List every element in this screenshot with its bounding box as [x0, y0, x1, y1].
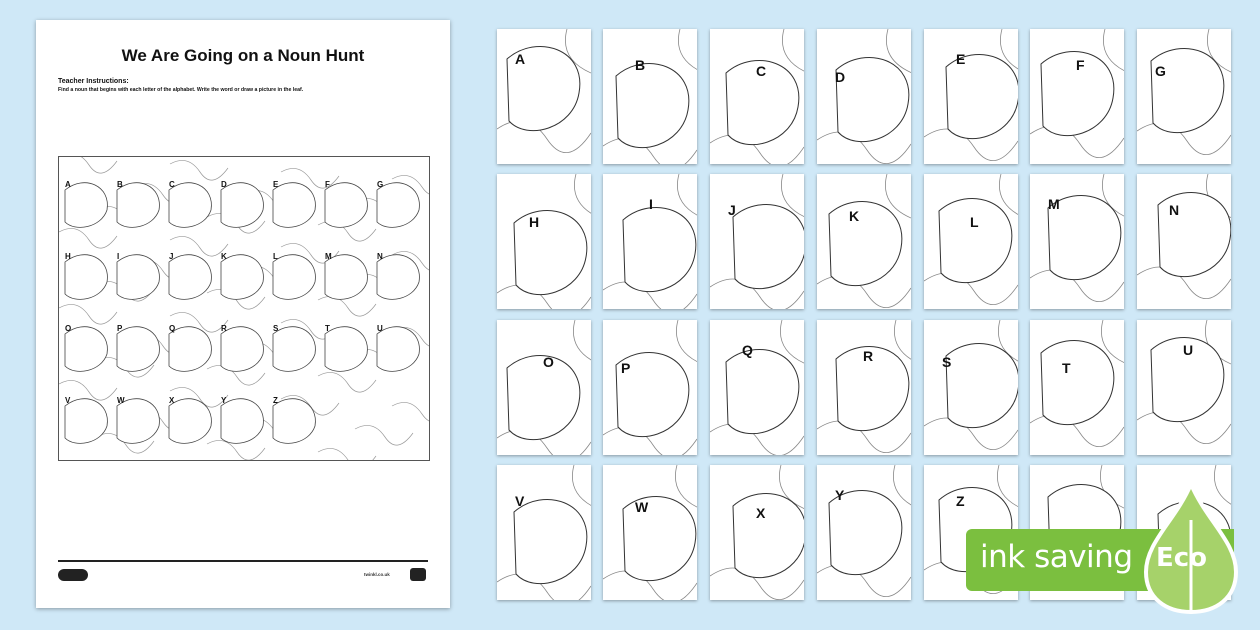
- leaf-artwork: [710, 320, 804, 455]
- leaf-card: [497, 465, 591, 600]
- leaf-card: [603, 29, 697, 164]
- mini-leaf-letter: M: [325, 252, 332, 261]
- mini-leaf-letter: B: [117, 180, 123, 189]
- mini-leaf-letter: L: [273, 252, 278, 261]
- footer-url: twinkl.co.uk: [364, 572, 390, 577]
- card-letter: N: [1169, 202, 1180, 218]
- mini-leaf-letter: H: [65, 252, 71, 261]
- card-letter: L: [970, 214, 979, 230]
- mini-leaf-letter: V: [65, 396, 71, 405]
- mini-leaf-letter: T: [325, 324, 330, 333]
- card-letter: H: [529, 214, 540, 230]
- instructions-heading: Teacher Instructions:: [58, 78, 129, 85]
- leaf-card: [710, 320, 804, 455]
- mini-leaf-letter: U: [377, 324, 383, 333]
- leaf-card: [817, 174, 911, 309]
- leaf-card: [497, 174, 591, 309]
- mini-leaf-letter: G: [377, 180, 384, 189]
- ink-saving-label: ink saving: [980, 539, 1133, 575]
- leaf-card: [924, 320, 1018, 455]
- card-letter: Q: [742, 342, 753, 358]
- card-letter: T: [1062, 360, 1071, 376]
- card-letter: A: [515, 51, 526, 67]
- leaf-artwork: [924, 174, 1018, 309]
- mini-leaf-letter: I: [117, 252, 120, 261]
- mini-leaf-letter: E: [273, 180, 279, 189]
- leaf-artwork: [497, 29, 591, 164]
- card-letter: C: [756, 63, 767, 79]
- leaf-card: [497, 29, 591, 164]
- leaf-card: [603, 465, 697, 600]
- card-letter: W: [635, 499, 649, 515]
- leaf-artwork: [603, 29, 697, 164]
- leaf-artwork: [710, 465, 804, 600]
- card-letter: R: [863, 348, 874, 364]
- mini-leaf-letter: Q: [169, 324, 176, 333]
- leaf-card: [1137, 29, 1231, 164]
- leaf-artwork: [710, 29, 804, 164]
- worksheet-title: We Are Going on a Noun Hunt: [121, 46, 365, 65]
- leaf-card: [817, 320, 911, 455]
- card-letter: G: [1155, 63, 1166, 79]
- mini-leaf-letter: D: [221, 180, 227, 189]
- leaf-card: [817, 29, 911, 164]
- mini-leaf-letter: N: [377, 252, 383, 261]
- card-letter: M: [1048, 196, 1060, 212]
- leaf-card: [710, 174, 804, 309]
- mini-leaf-letter: J: [169, 252, 174, 261]
- card-letter: P: [621, 360, 631, 376]
- card-letter: Y: [835, 487, 845, 503]
- mini-leaf-letter: W: [117, 396, 125, 405]
- leaf-card: [924, 29, 1018, 164]
- leaf-card: [497, 320, 591, 455]
- leaf-artwork: [603, 174, 697, 309]
- leaf-artwork: [924, 320, 1018, 455]
- eco-label: Eco: [1156, 543, 1208, 573]
- leaf-artwork: [497, 320, 591, 455]
- card-letter: I: [649, 196, 653, 212]
- leaf-card: [1030, 320, 1124, 455]
- leaf-card: [1030, 174, 1124, 309]
- leaf-card: [1137, 320, 1231, 455]
- leaf-card: [1137, 174, 1231, 309]
- leaf-artwork: [817, 29, 911, 164]
- mini-leaf-letter: Y: [221, 396, 227, 405]
- card-letter: B: [635, 57, 646, 73]
- mini-leaf-letter: R: [221, 324, 227, 333]
- instructions-text: Find a noun that begins with each letter of the alphabet. Write the word or draw a picture in the leaf.: [58, 87, 304, 93]
- leaf-artwork: [1137, 320, 1231, 455]
- leaf-card: [710, 29, 804, 164]
- leaf-artwork: [817, 320, 911, 455]
- leaf-artwork: [497, 465, 591, 600]
- mini-leaf-letter: S: [273, 324, 279, 333]
- card-letter: K: [849, 208, 860, 224]
- card-letter: O: [543, 354, 554, 370]
- worksheet-page: [36, 20, 450, 608]
- mini-leaf-letter: X: [169, 396, 175, 405]
- mini-leaf-letter: O: [65, 324, 72, 333]
- twinkl-mascot-icon: [410, 568, 426, 581]
- leaf-grid-artwork: [59, 157, 429, 460]
- card-letter: S: [942, 354, 952, 370]
- mini-leaf-letter: P: [117, 324, 123, 333]
- card-letter: D: [835, 69, 846, 85]
- mini-leaf-letter: K: [221, 252, 227, 261]
- card-letter: J: [728, 202, 736, 218]
- leaf-artwork: [497, 174, 591, 309]
- card-letter: E: [956, 51, 966, 67]
- leaf-card: [603, 320, 697, 455]
- leaf-artwork: [1137, 29, 1231, 164]
- leaf-artwork: [603, 465, 697, 600]
- leaf-artwork: [1030, 29, 1124, 164]
- card-letter: X: [756, 505, 766, 521]
- card-letter: V: [515, 493, 525, 509]
- card-letter: Z: [956, 493, 965, 509]
- mini-leaf-letter: Z: [273, 396, 278, 405]
- leaf-card: [710, 465, 804, 600]
- leaf-artwork: [603, 320, 697, 455]
- leaf-artwork: [924, 29, 1018, 164]
- leaf-artwork: [1137, 174, 1231, 309]
- leaf-card: [1030, 29, 1124, 164]
- leaf-artwork: [1030, 174, 1124, 309]
- card-letter: U: [1183, 342, 1194, 358]
- leaf-artwork: [817, 465, 911, 600]
- leaf-artwork: [710, 174, 804, 309]
- leaf-card: [603, 174, 697, 309]
- leaf-card: [924, 174, 1018, 309]
- mini-leaf-letter: C: [169, 180, 175, 189]
- leaf-artwork: [1030, 320, 1124, 455]
- footer-divider: [58, 560, 428, 562]
- mini-leaf-letter: A: [65, 180, 71, 189]
- leaf-card: [817, 465, 911, 600]
- leaf-artwork: [817, 174, 911, 309]
- mini-leaf-letter: F: [325, 180, 330, 189]
- twinkl-logo-icon: [58, 569, 88, 581]
- leaf-grid-preview: [58, 156, 430, 461]
- card-letter: F: [1076, 57, 1085, 73]
